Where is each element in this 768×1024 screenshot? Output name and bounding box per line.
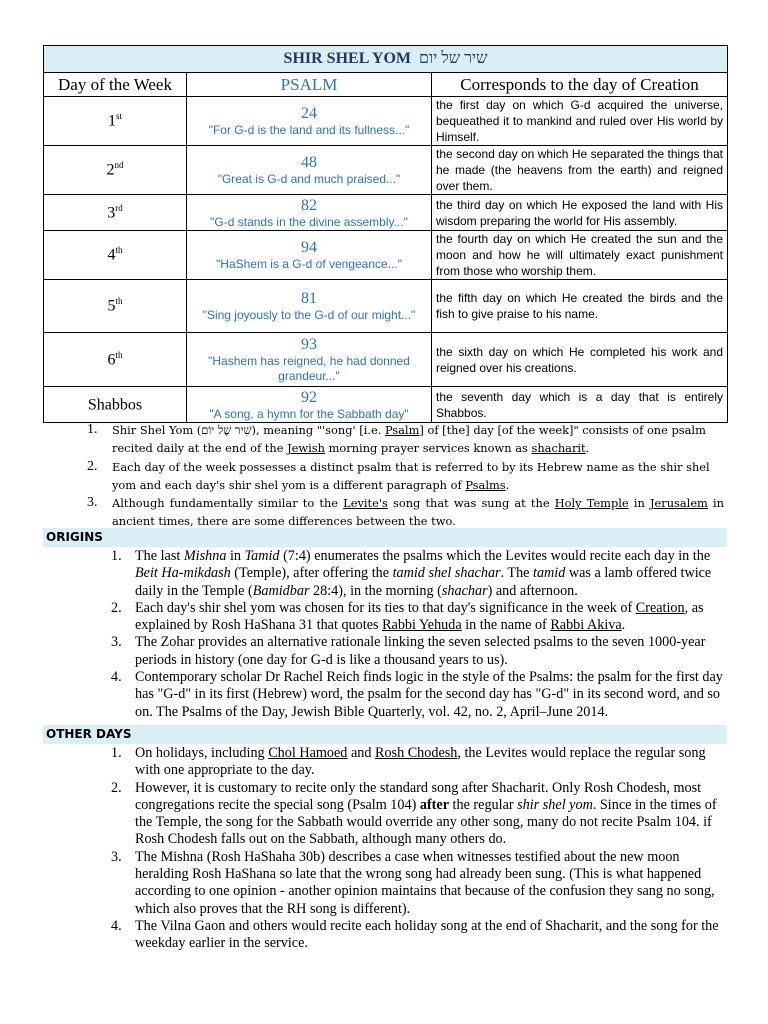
text: Beit Ha-mikdash [135, 565, 231, 582]
psalm-cell [187, 231, 432, 280]
header-creation: Corresponds to the day of Creation [432, 73, 728, 97]
list-number: 4. [111, 669, 122, 686]
text: ), meaning "'song' [i.e. [251, 423, 385, 437]
text: On holidays, including [135, 745, 269, 761]
table-title-text: SHIR SHEL YOM [283, 50, 411, 67]
list-item [111, 669, 724, 721]
list-item [87, 421, 724, 458]
rosh-chodesh-link[interactable]: Rosh Chodesh [375, 745, 458, 761]
day-cell [44, 280, 187, 333]
day-label: 5 [107, 297, 116, 315]
creation-description: the fifth day on which He created the birds and the fish to give praise to his name. [432, 280, 728, 333]
table-row [44, 280, 728, 333]
text: tamid [533, 565, 566, 582]
psalm-number: 48 [301, 154, 317, 171]
day-cell [44, 146, 187, 195]
day-suffix: th [115, 296, 123, 307]
creation-description: the seventh day which is a day that is entirely Shabbos. [432, 387, 728, 423]
day-label: 6 [107, 351, 116, 369]
psalm-number: 82 [301, 196, 317, 214]
list-item [111, 634, 724, 669]
list-item [111, 779, 724, 849]
text: in [226, 548, 245, 564]
table-row [44, 97, 728, 146]
day-suffix: nd [114, 160, 124, 171]
shacharit-link[interactable]: shacharit [531, 441, 586, 456]
psalm-cell [187, 333, 432, 387]
psalm-cell [187, 146, 432, 195]
shir-shel-yom-table [43, 45, 728, 423]
text: The Vilna Gaon and others would recite each holiday song at the end of Shacharit, and the song for the weekday earlier in the service. [135, 917, 719, 952]
psalm-quote: "G-d stands in the divine assembly..." [210, 214, 408, 229]
list-number: 2. [87, 458, 98, 474]
list-number: 3. [111, 634, 122, 651]
text: . The [500, 565, 534, 582]
psalm-cell [187, 280, 432, 333]
hebrew-text: שִׁיר שֶׁל יוֹם [201, 423, 252, 437]
list-item [111, 745, 724, 780]
psalm-number: 81 [301, 290, 317, 307]
text: in the name of [461, 617, 551, 634]
text: Shir Shel Yom ( [112, 423, 202, 437]
list-item [87, 494, 724, 531]
psalm-quote: "Great is G-d and much praised..." [217, 172, 401, 186]
day-cell [44, 387, 187, 423]
text: shir shel yom [517, 796, 593, 813]
holy-temple-link[interactable]: Holy Temple [554, 496, 629, 511]
text: Although fundamentally similar to the [112, 496, 344, 511]
day-label: 3 [107, 204, 116, 222]
list-number: 4. [111, 917, 122, 934]
psalm-quote: "For G-d is the land and its fullness..." [208, 123, 410, 137]
day-label: 1 [107, 112, 116, 130]
intro-list [87, 421, 724, 531]
psalm-number: 93 [301, 336, 317, 353]
day-suffix: th [115, 349, 123, 360]
text: , as explained by Rosh HaShana 31 that quotes [135, 599, 704, 634]
jerusalem-link[interactable]: Jerusalem [649, 496, 708, 511]
text: Contemporary scholar Dr Rachel Reich finds logic in the style of the Psalms: the psalm for the first day has "G-d" in its first (Hebrew) word, the psalm for the second day has "G-d" in its second word, and so on. The Psalms of the Day, Jewish Bible Quarterly, vol. 42, no. 2, April–June 2014. [135, 669, 723, 720]
psalm-cell [187, 387, 432, 423]
jewish-link[interactable]: Jewish [287, 441, 325, 456]
list-item [111, 599, 724, 635]
text: in [628, 496, 650, 511]
text: the regular [449, 796, 518, 813]
text: . [505, 477, 510, 492]
day-suffix: rd [115, 202, 123, 213]
text: tamid shel shachar [392, 565, 501, 582]
text: Each day's shir shel yom was chosen for its ties to that day's significance in the week of [135, 599, 636, 616]
list-number: 2. [111, 599, 122, 616]
text: ] of [the] day [of the week]" consists of one psalm recited daily at the end of the [112, 423, 706, 456]
day-label: Shabbos [87, 396, 143, 414]
levites-link[interactable]: Levite's [343, 496, 388, 511]
psalm-cell [187, 195, 432, 231]
table-title-row [44, 46, 728, 73]
text: and [347, 745, 375, 761]
psalm-quote: "Hashem has reigned, he had donned grandeur..." [208, 354, 410, 383]
text: shachar [441, 582, 488, 599]
list-number: 2. [111, 779, 122, 796]
text: , the Levites would replace the regular song with one appropriate to the day. [135, 745, 706, 779]
table-title [44, 46, 728, 73]
list-number: 3. [111, 848, 122, 865]
creation-description: the fourth day on which He created the sun and the moon and how he will ultimately exact punishment from those who worship them. [432, 231, 728, 280]
table-header-row [44, 73, 728, 97]
text: Mishna [183, 548, 227, 564]
text: The last [135, 548, 184, 564]
creation-link[interactable]: Creation [635, 599, 685, 616]
other-days-list [111, 745, 724, 953]
psalm-quote: "Sing joyously to the G-d of our might..." [202, 308, 416, 322]
psalm-quote: "A song, a hymn for the Sabbath day" [209, 406, 409, 421]
psalms-link[interactable]: Psalms [465, 477, 506, 492]
day-suffix: st [115, 111, 122, 122]
table-row [44, 231, 728, 280]
list-item [111, 848, 724, 918]
rabbi-yehuda-link[interactable]: Rabbi Yehuda [382, 617, 462, 634]
creation-description: the third day on which He exposed the land with His wisdom preparing the world for His assembly. [432, 195, 728, 231]
text: (Temple), after offering the [230, 565, 393, 582]
text: song that was sung at the [387, 496, 555, 511]
text: 28:4), in the morning ( [309, 582, 442, 599]
table-row [44, 387, 728, 423]
text: The Zohar provides an alternative rationale linking the seven selected psalms to the seven 1000-year periods in history (one day for G-d is like a thousand years to us). [135, 634, 706, 668]
day-suffix: th [115, 245, 123, 256]
creation-description: the second day on which He separated the things that he made (the heavens from the earth) and reigned over them. [432, 146, 728, 195]
text: Each day of the week possesses a distinct psalm that is referred to by its Hebrew name as the shir shel yom and each day's shir shel yom is a different paragraph of [112, 459, 710, 492]
text: . [621, 617, 626, 634]
creation-description: the sixth day on which He completed his work and reigned over his creations. [432, 333, 728, 387]
table-row [44, 333, 728, 387]
psalm-quote: "HaShem is a G-d of vengeance..." [216, 257, 402, 271]
text: Bamidbar [252, 582, 310, 599]
psalm-number: 92 [301, 388, 317, 406]
text: ) and afternoon. [487, 582, 578, 599]
text: (7:4) enumerates the psalms which the Levites would recite each day in the [279, 548, 711, 564]
table-row [44, 146, 728, 195]
list-item [87, 458, 724, 495]
chol-hamoed-link[interactable]: Chol Hamoed [268, 745, 348, 761]
psalm-link[interactable]: Psalm [384, 423, 420, 437]
psalm-number: 24 [301, 105, 317, 122]
table-row [44, 195, 728, 231]
other-days-heading: OTHER DAYS [43, 725, 727, 744]
text: after [419, 796, 449, 813]
day-cell [44, 333, 187, 387]
list-number: 1. [111, 548, 122, 564]
text: Tamid [244, 548, 280, 564]
list-number: 3. [87, 495, 98, 511]
text: in ancient times, there are some differences between the two. [112, 496, 724, 529]
header-psalm: PSALM [187, 73, 432, 97]
list-item [111, 917, 724, 953]
list-number: 1. [87, 422, 98, 437]
psalm-number: 94 [301, 239, 317, 256]
list-item [111, 548, 724, 600]
rabbi-akiva-link[interactable]: Rabbi Akiva [550, 617, 622, 634]
day-cell [44, 195, 187, 231]
header-day: Day of the Week [44, 73, 187, 97]
day-cell [44, 97, 187, 146]
origins-list [111, 548, 724, 721]
table-title-hebrew: שיר של יום [418, 50, 488, 67]
list-number: 1. [111, 745, 122, 761]
text: was a lamb offered twice daily in the Temple ( [135, 565, 712, 599]
creation-description: the first day on which G-d acquired the universe, bequeathed it to mankind and ruled over His world by Himself. [432, 97, 728, 146]
text: . [585, 441, 590, 456]
text: morning prayer services known as [324, 441, 532, 456]
day-cell [44, 231, 187, 280]
day-label: 4 [107, 246, 116, 264]
day-label: 2 [106, 161, 115, 179]
psalm-cell [187, 97, 432, 146]
text: . Since in the times of the Temple, the song for the Sabbath would override any other song, many do not recite Psalm 104. if Rosh Chodesh falls out on the Sabbath, although many others do. [135, 796, 717, 848]
origins-heading: ORIGINS [43, 528, 727, 547]
text: However, it is customary to recite only the standard song after Shacharit. Only Rosh Chodesh, most congregations recite the special song (Psalm 104) [135, 779, 702, 813]
text: The Mishna (Rosh HaShaha 30b) describes a case when witnesses testified about the new moon heralding Rosh HaShana so late that the wrong song had already been sung. (This is what happened according to one opinion - another opinion maintains that because of the confusion they sang no song, which also proves that the RH song is different). [135, 848, 715, 917]
